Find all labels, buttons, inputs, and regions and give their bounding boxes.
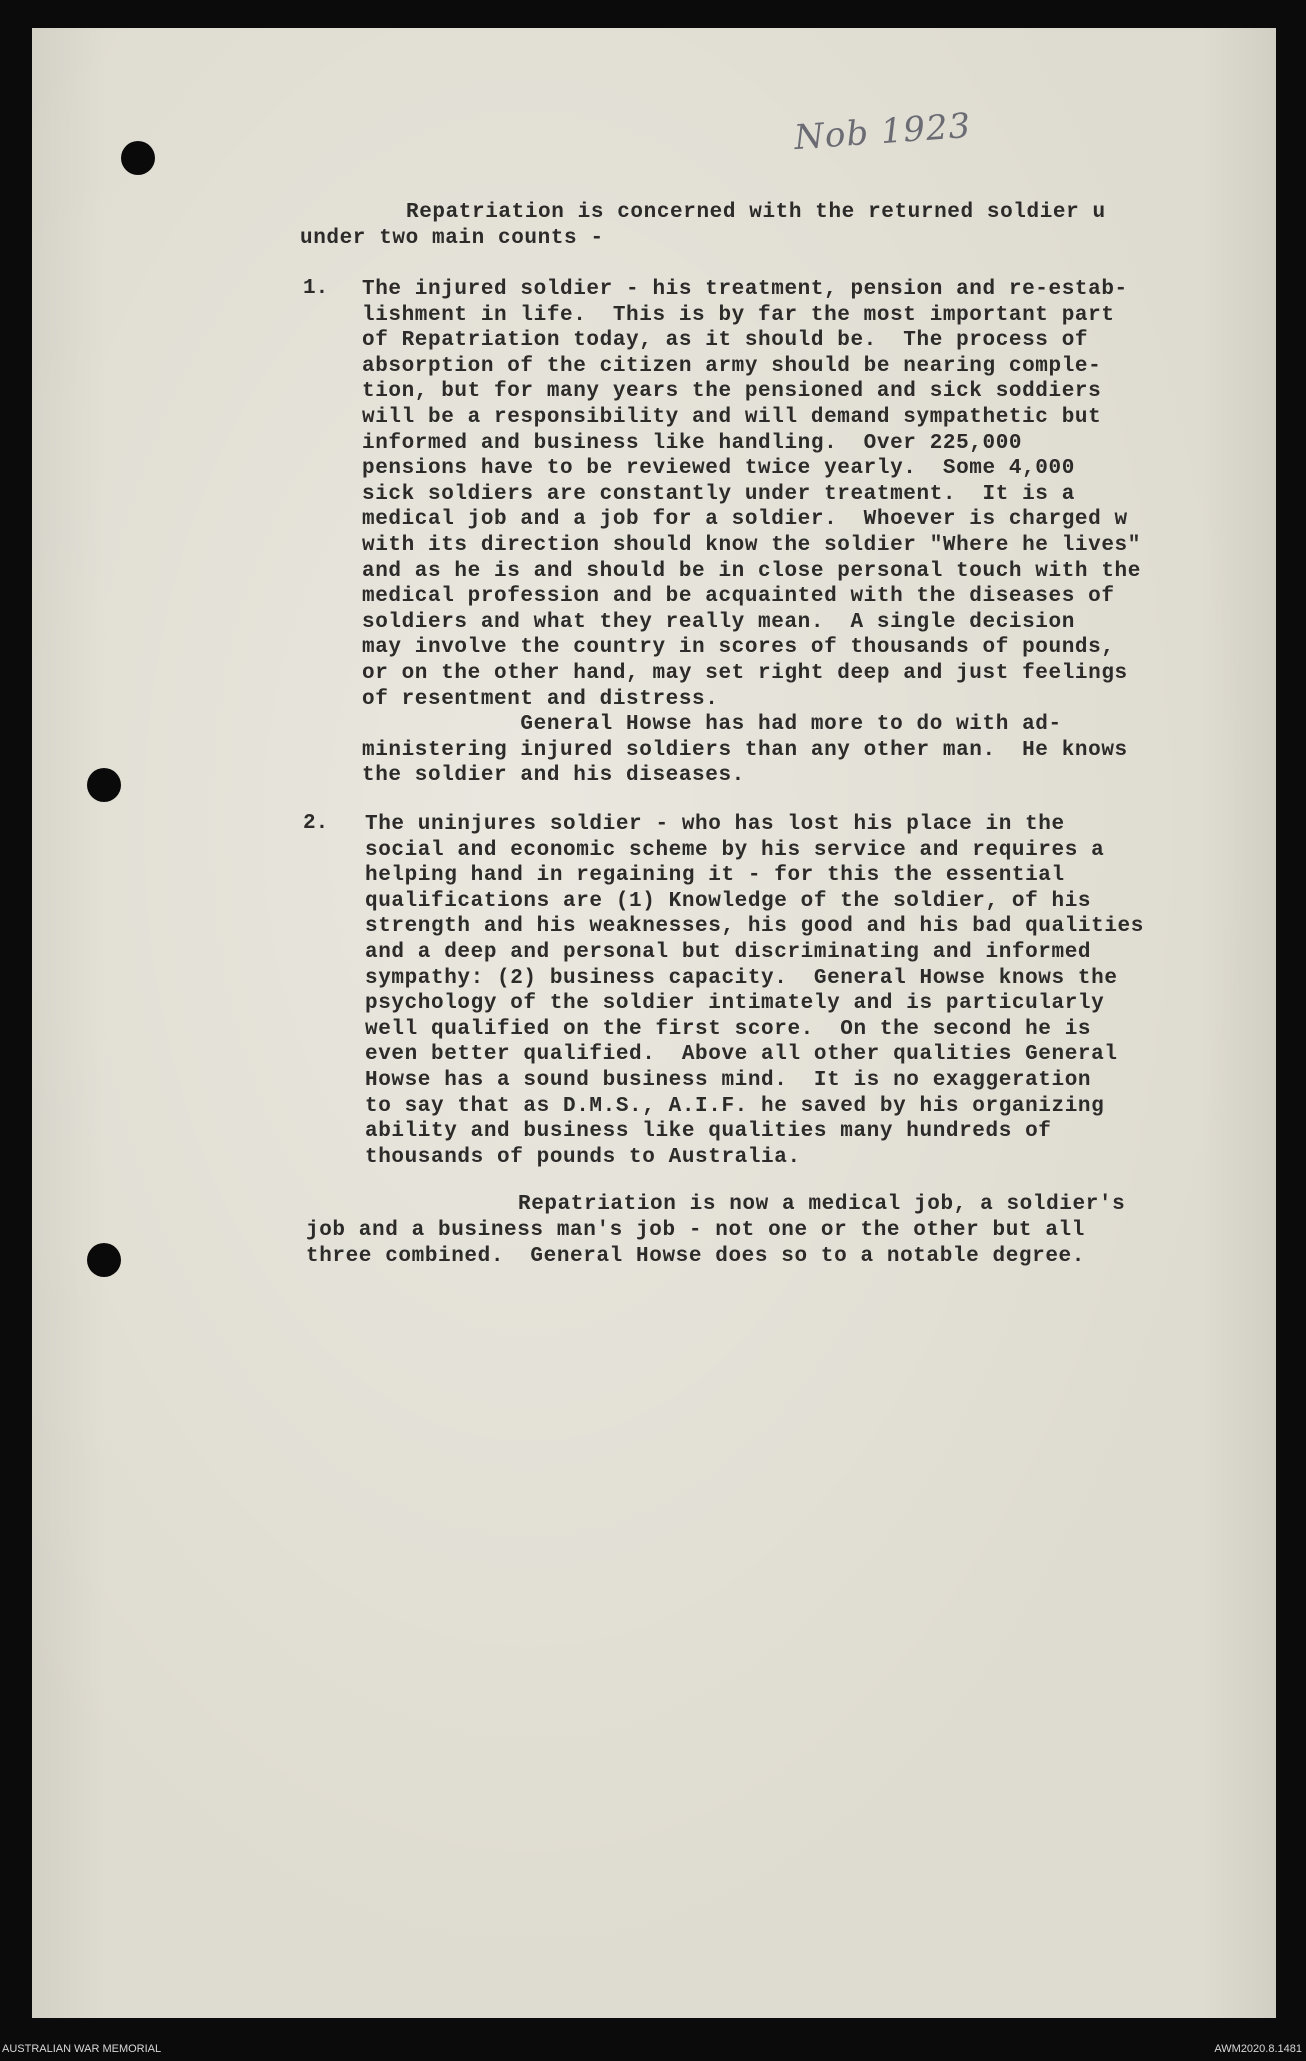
typed-line: informed and business like handling. Over 225,000 <box>362 431 1023 455</box>
typed-line: The injured soldier - his treatment, pension and re-estab- <box>362 278 1128 301</box>
typed-line: soldiers and what they really mean. A single decision <box>362 610 1075 634</box>
typed-line: medical profession and be acquainted with the diseases of <box>362 585 1115 609</box>
typed-line: psychology of the soldier intimately and is particularly <box>365 992 1105 1016</box>
typed-line: the soldier and his diseases. <box>362 764 745 788</box>
typed-line: medical job and a job for a soldier. Whoever is charged w <box>362 508 1128 532</box>
typed-line: lishment in life. This is by far the most important part <box>362 303 1115 327</box>
typed-line: strength and his weaknesses, his good and his bad qualities <box>365 915 1144 939</box>
punch-hole-top <box>121 141 155 175</box>
typed-line: The uninjures soldier - who has lost his place in the <box>365 813 1065 836</box>
punch-hole-bottom <box>87 1243 121 1277</box>
intro-line: Repatriation is concerned with the returned soldier u <box>406 201 1106 224</box>
typed-line: Howse has a sound business mind. It is no exaggeration <box>365 1069 1092 1092</box>
typed-line: ability and business like qualities many hundreds of <box>365 1120 1052 1144</box>
typed-line: helping hand in regaining it - for this the essential <box>365 864 1065 888</box>
typed-line: and as he is and should be in close personal touch with the <box>362 559 1141 583</box>
typed-line: of resentment and distress. <box>362 687 719 711</box>
typed-line: absorption of the citizen army should be nearing comple- <box>362 354 1102 378</box>
closing-line: Repatriation is now a medical job, a soldier's <box>518 1193 1126 1216</box>
typed-line: well qualified on the first score. On the second he is <box>365 1017 1092 1041</box>
handwritten-annotation: Nob 1923 <box>792 105 973 159</box>
typed-line: ministering injured soldiers than any other man. He knows <box>362 738 1128 762</box>
typed-line: with its direction should know the soldier "Where he lives" <box>362 534 1141 557</box>
intro-line: under two main counts - <box>300 227 604 250</box>
typed-line: pensions have to be reviewed twice yearly. Some 4,000 <box>362 457 1075 481</box>
typed-line: sympathy: (2) business capacity. General Howse knows the <box>365 966 1118 990</box>
typed-line: of Repatriation today, as it should be. The process of <box>362 329 1089 353</box>
typed-line: to say that as D.M.S., A.I.F. he saved by his organizing <box>365 1094 1105 1118</box>
punch-hole-middle <box>87 768 121 802</box>
item-number: 2. <box>303 812 329 835</box>
typed-line: social and economic scheme by his service and requires a <box>365 838 1105 862</box>
typed-line: sick soldiers are constantly under treatment. It is a <box>362 482 1075 506</box>
typed-line: thousands of pounds to Australia. <box>365 1145 801 1169</box>
typed-line: and a deep and personal but discriminating and informed <box>365 941 1092 964</box>
typed-line: will be a responsibility and will demand sympathetic but <box>362 406 1102 429</box>
typed-line: qualifications are (1) Knowledge of the soldier, of his <box>365 889 1092 913</box>
typed-line: may involve the country in scores of thousands of pounds, <box>362 636 1115 660</box>
typed-line: General Howse has had more to do with ad- <box>362 713 1062 737</box>
closing-line: three combined. General Howse does so to a notable degree. <box>306 1245 1085 1268</box>
footer-left-credit: AUSTRALIAN WAR MEMORIAL <box>2 2043 162 2055</box>
closing-line: job and a business man's job - not one or the other but all <box>306 1219 1085 1242</box>
item-number: 1. <box>303 277 329 300</box>
typed-line: even better qualified. Above all other qualities General <box>365 1043 1118 1067</box>
typed-line: tion, but for many years the pensioned and sick soddiers <box>362 380 1102 404</box>
footer-right-id: AWM2020.8.1481 <box>1214 2043 1302 2055</box>
typed-line: or on the other hand, may set right deep and just feelings <box>362 662 1128 685</box>
